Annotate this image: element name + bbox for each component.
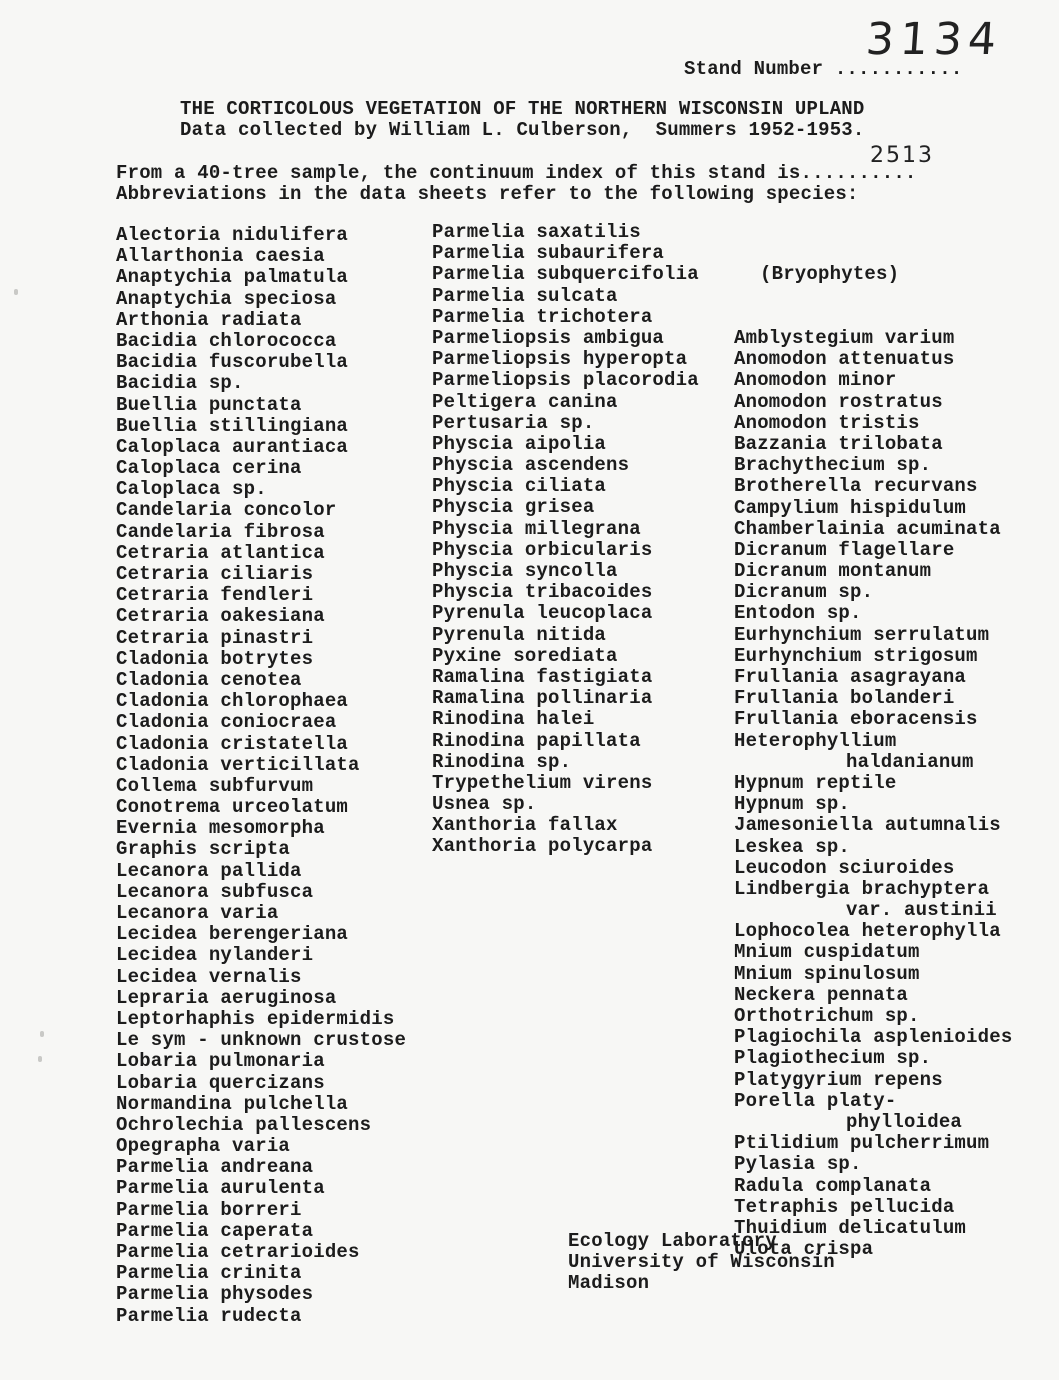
species-name: haldanianum xyxy=(846,750,974,773)
species-name: Mnium spinulosum xyxy=(734,962,920,985)
species-name: Peltigera canina xyxy=(432,390,618,413)
species-name: Pylasia sp. xyxy=(734,1153,862,1176)
species-name: Platygyrium repens xyxy=(734,1068,943,1091)
species-name: Parmeliopsis placorodia xyxy=(432,369,699,392)
species-name: Buellia stillingiana xyxy=(116,414,349,437)
species-name: Allarthonia caesia xyxy=(116,245,325,268)
species-name: Lobaria quercizans xyxy=(116,1071,325,1094)
species-name: Graphis scripta xyxy=(116,838,291,861)
species-name: Physcia aipolia xyxy=(432,432,607,455)
species-name: Cetraria pinastri xyxy=(116,626,314,649)
species-name: Opegrapha varia xyxy=(116,1135,291,1158)
species-name: Mnium cuspidatum xyxy=(734,941,920,964)
species-name: Lecidea nylanderi xyxy=(116,944,314,967)
species-name: Lobaria pulmonaria xyxy=(116,1050,325,1073)
species-name: Lophocolea heterophylla xyxy=(734,920,1001,943)
species-name: Dicranum sp. xyxy=(734,581,874,604)
species-name: Plagiothecium sp. xyxy=(734,1047,932,1070)
species-name: Candelaria concolor xyxy=(116,499,337,522)
species-name: Eurhynchium serrulatum xyxy=(734,623,990,646)
species-name: Trypethelium virens xyxy=(432,771,653,794)
species-name: Parmelia cetrarioides xyxy=(116,1241,360,1263)
species-name: Lecidea vernalis xyxy=(116,965,302,988)
species-name: Cladonia verticillata xyxy=(116,753,360,776)
species-name: Dicranum montanum xyxy=(734,560,932,583)
species-name: Parmeliopsis hyperopta xyxy=(432,348,688,371)
species-name: Physcia syncolla xyxy=(432,560,618,582)
species-name: Ramalina pollinaria xyxy=(432,687,653,710)
species-name: Hypnum sp. xyxy=(734,793,851,816)
species-name: Normandina pulchella xyxy=(116,1092,349,1115)
species-name: Amblystegium varium xyxy=(734,327,955,349)
species-name: Rinodina halei xyxy=(432,708,595,731)
species-name: Anomodon minor xyxy=(734,369,897,392)
species-name: Evernia mesomorpha xyxy=(116,817,325,840)
document-title: THE CORTICOLOUS VEGETATION OF THE NORTHERN WISCONSIN UPLAND xyxy=(180,98,865,120)
footer-address xyxy=(568,1231,835,1295)
stand-number-handwritten: 3134 xyxy=(864,14,1004,65)
species-name: Parmelia aurulenta xyxy=(116,1177,325,1200)
species-name: Conotrema urceolatum xyxy=(116,796,349,819)
species-name: Physcia tribacoides xyxy=(432,581,653,604)
species-name: Usnea sp. xyxy=(432,793,537,816)
species-name: Frullania bolanderi xyxy=(734,687,955,710)
species-name: Dicranum flagellare xyxy=(734,538,955,561)
species-name: Orthotrichum sp. xyxy=(734,1005,920,1027)
species-name: Hypnum reptile xyxy=(734,771,897,794)
species-name: Cladonia cristatella xyxy=(116,732,349,755)
species-name: Leskea sp. xyxy=(734,835,851,858)
abbreviations-line: Abbreviations in the data sheets refer to the following species: xyxy=(116,183,859,206)
species-name: Brachythecium sp. xyxy=(734,454,932,477)
species-name: Parmelia saxatilis xyxy=(432,221,641,243)
species-name: Parmelia andreana xyxy=(116,1156,314,1179)
species-name: Eurhynchium strigosum xyxy=(734,644,978,667)
species-name: Thuidium delicatulum xyxy=(734,1216,967,1239)
species-name: Frullania eboracensis xyxy=(734,708,978,731)
species-name: Cetraria fendleri xyxy=(116,584,314,607)
footer-line-3: Madison xyxy=(568,1272,650,1295)
species-name: Bacidia fuscorubella xyxy=(116,351,349,374)
species-name: Jamesoniella autumnalis xyxy=(734,814,1001,837)
species-name: Lindbergia brachyptera xyxy=(734,877,990,900)
species-name: Entodon sp. xyxy=(734,602,862,625)
species-name: Bacidia sp. xyxy=(116,372,244,395)
lichen-list-column-1 xyxy=(116,225,406,1327)
species-name: Chamberlainia acuminata xyxy=(734,517,1001,540)
intro-block xyxy=(116,163,917,205)
species-name: Leptorhaphis epidermidis xyxy=(116,1007,395,1030)
species-name: Lepraria aeruginosa xyxy=(116,986,337,1009)
species-name: Cladonia botrytes xyxy=(116,647,314,670)
species-name: Brotherella recurvans xyxy=(734,475,978,498)
species-name: Caloplaca sp. xyxy=(116,478,267,501)
species-name: Porella platy- xyxy=(734,1089,897,1112)
bryophytes-heading: (Bryophytes) xyxy=(760,263,900,286)
species-name: Parmelia borreri xyxy=(116,1198,302,1221)
bryophyte-list-column xyxy=(734,222,1012,1260)
species-name: Parmelia trichotera xyxy=(432,305,653,328)
species-name: Caloplaca cerina xyxy=(116,457,302,480)
species-name: Physcia orbicularis xyxy=(432,538,653,561)
species-name: Lecanora varia xyxy=(116,902,279,924)
species-name: Plagiochila asplenioides xyxy=(734,1026,1013,1049)
species-name: Le sym - unknown crustose xyxy=(116,1029,407,1052)
species-name: Cladonia coniocraea xyxy=(116,711,337,734)
lichen-list-column-2 xyxy=(432,222,699,858)
species-name: Bazzania trilobata xyxy=(734,432,943,455)
species-name: Buellia punctata xyxy=(116,393,302,416)
species-name: Parmelia physodes xyxy=(116,1283,314,1306)
species-name: Physcia ciliata xyxy=(432,475,607,498)
continuum-index-line: From a 40-tree sample, the continuum index of this stand is.......... xyxy=(116,162,917,184)
species-name: Ramalina fastigiata xyxy=(432,665,653,688)
species-name: Pertusaria sp. xyxy=(432,411,595,434)
species-name: Radula complanata xyxy=(734,1174,932,1197)
species-name: Parmelia sulcata xyxy=(432,284,618,307)
species-name: Parmelia subaurifera xyxy=(432,242,665,265)
species-name: Parmelia subquercifolia xyxy=(432,263,699,286)
stand-number-label: Stand Number ........... xyxy=(684,58,963,80)
species-name: Bacidia chlorococca xyxy=(116,329,337,352)
species-name: Anaptychia speciosa xyxy=(116,287,337,310)
species-name: Lecanora subfusca xyxy=(116,880,314,903)
continuum-index-handwritten: 2513 xyxy=(870,143,934,168)
footer-line-2: University of Wisconsin xyxy=(568,1251,835,1274)
species-name: Physcia millegrana xyxy=(432,517,641,540)
species-name: phylloidea xyxy=(846,1110,963,1133)
species-name: Candelaria fibrosa xyxy=(116,520,325,543)
species-name: Neckera pennata xyxy=(734,983,909,1006)
species-name: Parmelia caperata xyxy=(116,1219,314,1242)
species-name: Pyrenula leucoplaca xyxy=(432,602,653,625)
species-name: Pyrenula nitida xyxy=(432,623,607,646)
species-name: Anomodon attenuatus xyxy=(734,348,955,371)
species-name: Xanthoria polycarpa xyxy=(432,835,653,858)
footer-line-1: Ecology Laboratory xyxy=(568,1230,777,1252)
species-name: Leucodon sciuroides xyxy=(734,856,955,879)
paper-speck xyxy=(40,1031,44,1037)
species-name: Parmelia crinita xyxy=(116,1262,302,1285)
species-name: Tetraphis pellucida xyxy=(734,1195,955,1218)
paper-speck xyxy=(38,1056,42,1062)
species-name: Caloplaca aurantiaca xyxy=(116,435,349,458)
species-name: Anomodon tristis xyxy=(734,411,920,434)
species-name: Pyxine sorediata xyxy=(432,644,618,667)
species-name: Lecanora pallida xyxy=(116,859,302,882)
species-name: Cladonia chlorophaea xyxy=(116,690,349,713)
species-name: var. austinii xyxy=(846,899,997,922)
species-name: Frullania asagrayana xyxy=(734,666,967,688)
species-name: Ulota crispa xyxy=(734,1238,874,1261)
species-name: Arthonia radiata xyxy=(116,308,302,331)
species-name: Ochrolechia pallescens xyxy=(116,1113,372,1136)
species-name: Parmelia rudecta xyxy=(116,1304,302,1327)
species-name: Lecidea berengeriana xyxy=(116,923,349,946)
species-name: Physcia ascendens xyxy=(432,454,630,477)
species-name: Xanthoria fallax xyxy=(432,814,618,837)
species-name: Parmeliopsis ambigua xyxy=(432,326,665,349)
species-name: Alectoria nidulifera xyxy=(116,224,349,246)
species-name: Campylium hispidulum xyxy=(734,496,967,519)
species-name: Cladonia cenotea xyxy=(116,668,302,691)
species-name: Cetraria ciliaris xyxy=(116,563,314,585)
species-name: Collema subfurvum xyxy=(116,774,314,797)
species-name: Anaptychia palmatula xyxy=(116,266,349,289)
species-name: Physcia grisea xyxy=(432,496,595,519)
species-name: Rinodina sp. xyxy=(432,750,572,773)
species-name: Heterophyllium xyxy=(734,729,897,752)
paper-speck xyxy=(14,289,18,295)
species-name: Anomodon rostratus xyxy=(734,390,943,413)
species-name: Cetraria oakesiana xyxy=(116,605,325,628)
species-name: Ptilidium pulcherrimum xyxy=(734,1132,990,1155)
title-block xyxy=(180,99,865,141)
species-name: Rinodina papillata xyxy=(432,729,641,752)
document-subtitle: Data collected by William L. Culberson, Summers 1952-1953. xyxy=(180,119,865,142)
species-name: Cetraria atlantica xyxy=(116,541,325,564)
